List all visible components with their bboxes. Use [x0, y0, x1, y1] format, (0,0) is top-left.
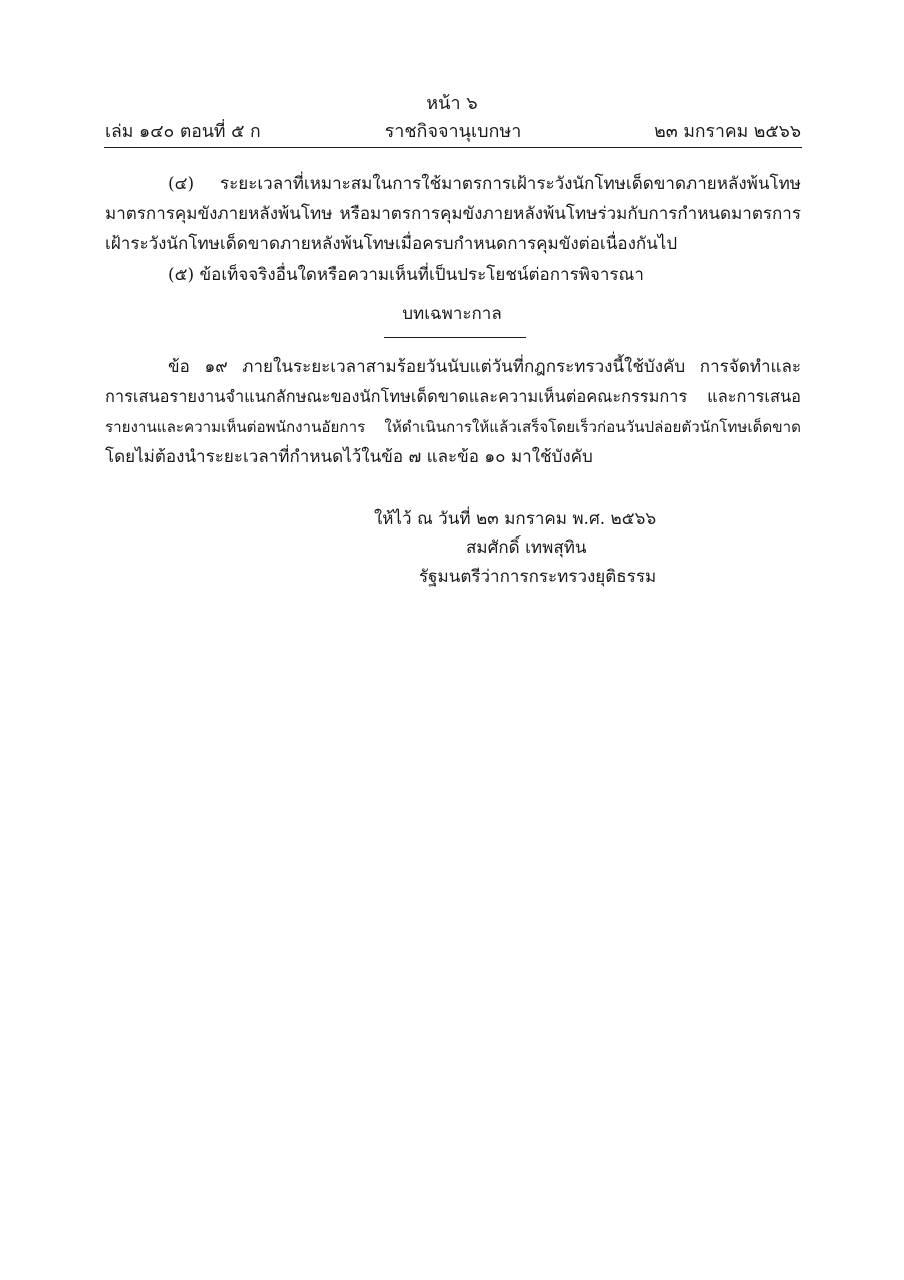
volume-issue: เล่ม ๑๔๐ ตอนที่ ๕ ก	[105, 122, 261, 142]
article-19-line-4: โดยไม่ต้องนำระยะเวลาที่กำหนดไว้ในข้อ ๗ และข้อ ๑๐ มาใช้บังคับ	[105, 447, 593, 467]
page-number: หน้า ๖	[426, 93, 478, 114]
given-date-line: ให้ไว้ ณ วันที่ ๒๓ มกราคม พ.ศ. ๒๕๖๖	[374, 509, 657, 529]
signatory-name: สมศักดิ์ เทพสุทิน	[466, 538, 587, 558]
clause-4-line-3: เฝ้าระวังนักโทษเด็ดขาดภายหลังพ้นโทษเมื่อครบกำหนดการคุมขังต่อเนื่องกันไป	[105, 234, 678, 254]
gazette-header	[105, 120, 801, 144]
clause-4-line-1: (๔) ระยะเวลาที่เหมาะสมในการใช้มาตรการเฝ้าระวังนักโทษเด็ดขาดภายหลังพ้นโทษ	[168, 174, 801, 194]
publication-title: ราชกิจจานุเบกษา	[384, 121, 522, 142]
section-title: บทเฉพาะกาล	[402, 304, 502, 324]
clause-4-line-2: มาตรการคุมขังภายหลังพ้นโทษ หรือมาตรการคุมขังภายหลังพ้นโทษร่วมกับการกำหนดมาตรการ	[105, 204, 801, 224]
article-19-line-3: รายงานและความเห็นต่อพนักงานอัยการ ให้ดำเนินการให้แล้วเสร็จโดยเร็วก่อนวันปล่อยตัวนักโทษเด็ดขาด	[105, 418, 801, 436]
clause-5-line-1: (๕) ข้อเท็จจริงอื่นใดหรือความเห็นที่เป็นประโยชน์ต่อการพิจารณา	[168, 265, 644, 285]
article-19-line-1: ข้อ ๑๙ ภายในระยะเวลาสามร้อยวันนับแต่วันที่กฎกระทรวงนี้ใช้บังคับ การจัดทำและ	[168, 357, 801, 377]
header-divider	[104, 147, 802, 148]
publication-date: ๒๓ มกราคม ๒๕๖๖	[654, 122, 801, 142]
signatory-position: รัฐมนตรีว่าการกระทรวงยุติธรรม	[419, 567, 657, 587]
article-19-line-2: การเสนอรายงานจำแนกลักษณะของนักโทษเด็ดขาดและความเห็นต่อคณะกรรมการ และการเสนอ	[105, 387, 801, 406]
section-title-underline	[384, 337, 526, 338]
